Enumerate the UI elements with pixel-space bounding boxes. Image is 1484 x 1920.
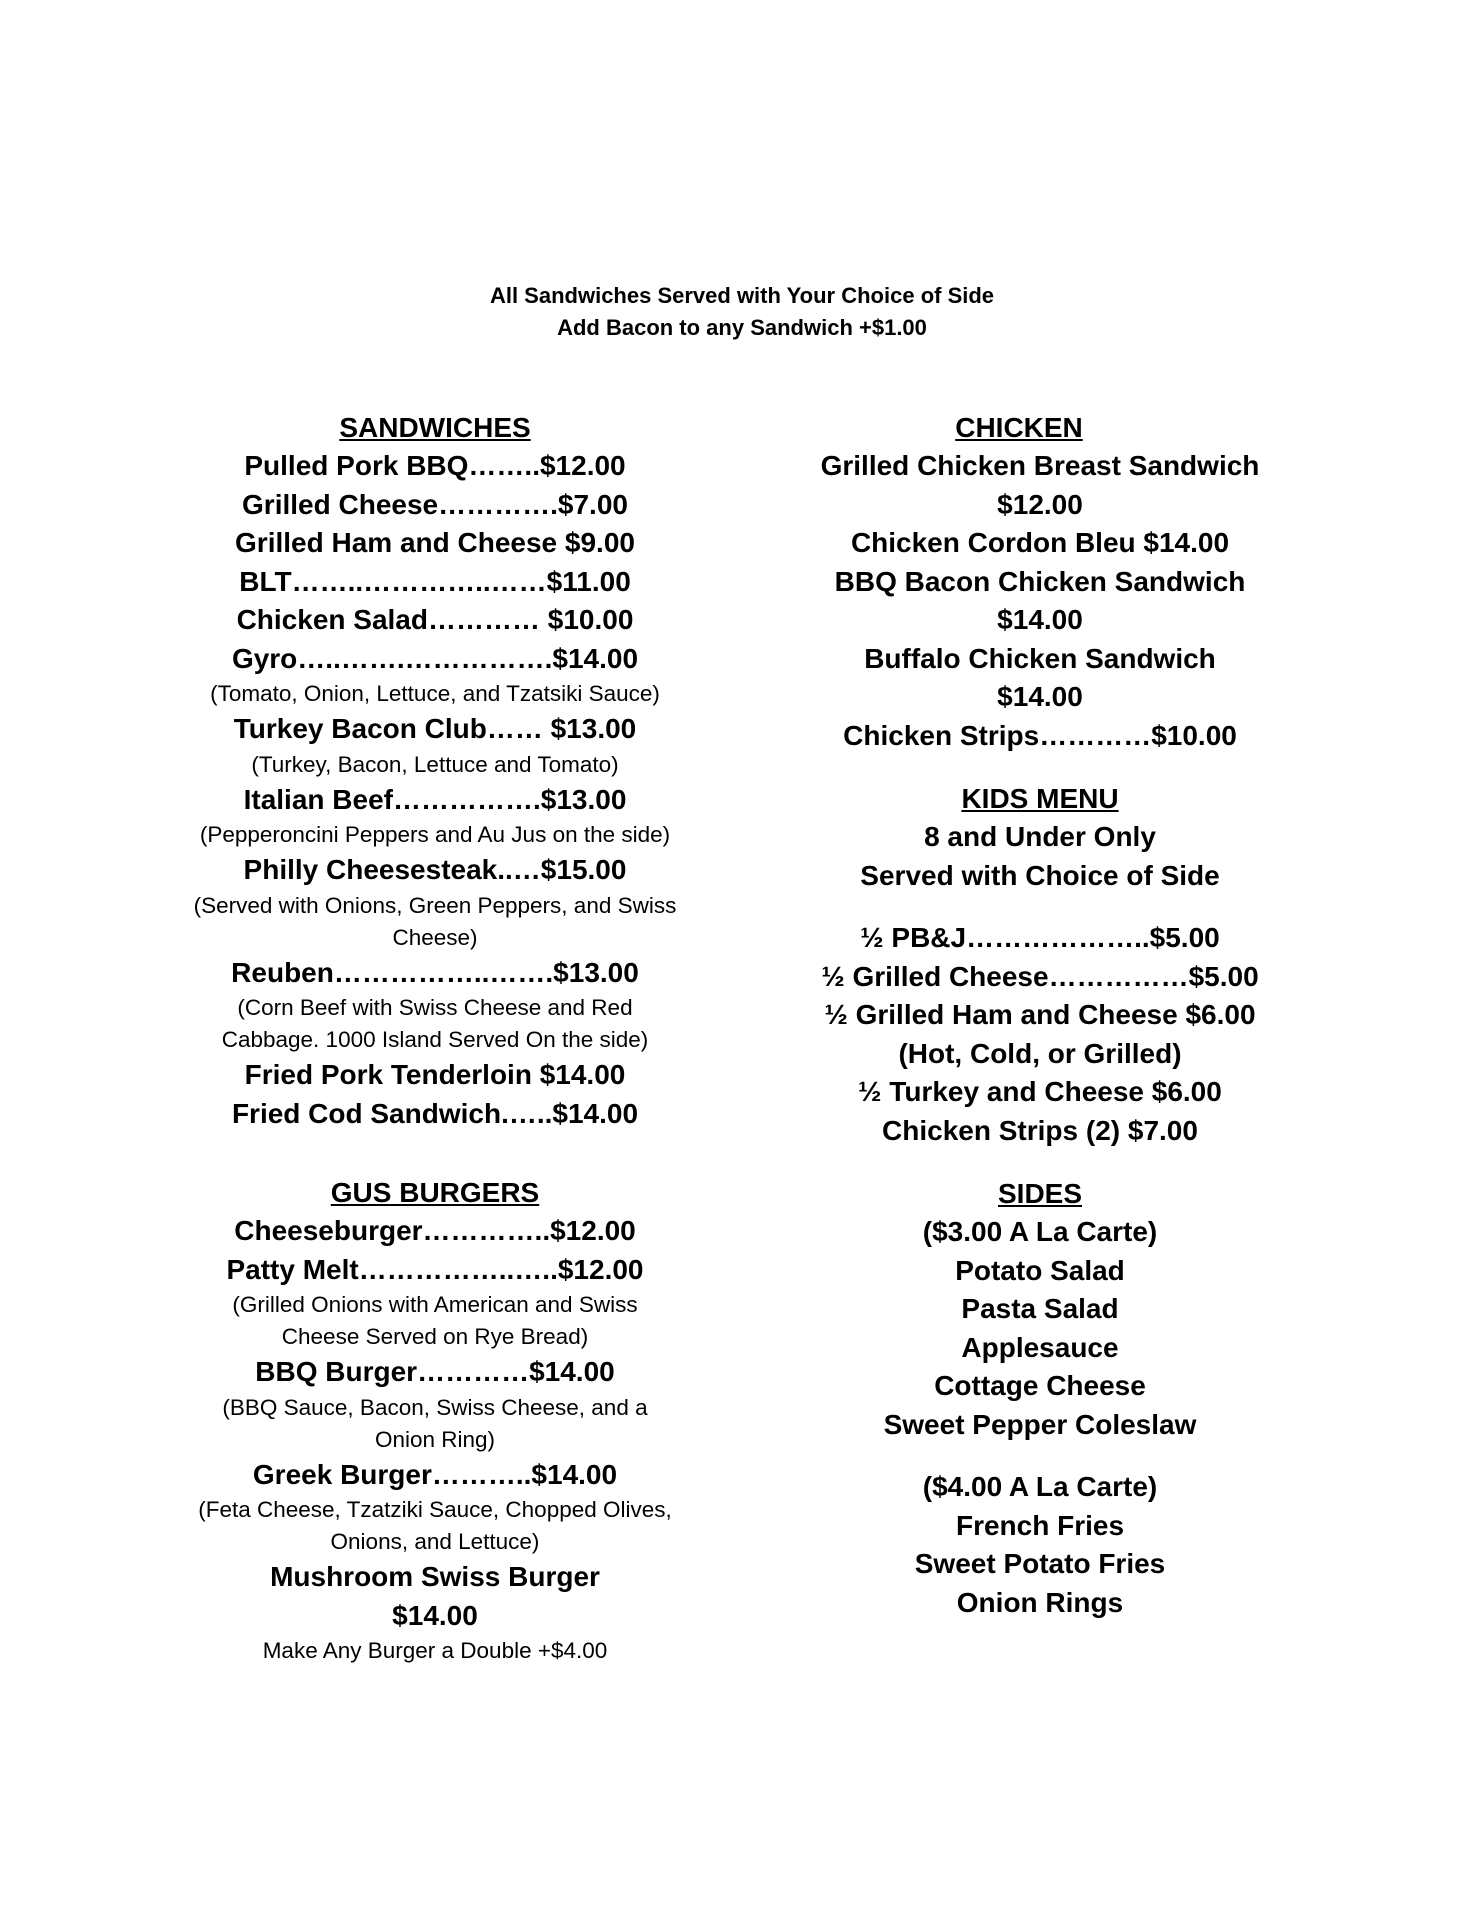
- menu-item-chicken-strips: Chicken Strips…………$10.00: [843, 719, 1237, 751]
- side-item-applesauce: Applesauce: [961, 1331, 1119, 1363]
- menu-item-buffalo-chicken: Buffalo Chicken Sandwich: [864, 642, 1216, 674]
- menu-item-greek-burger: Greek Burger………..$14.00: [252, 1458, 618, 1490]
- menu-item-gyro: Gyro…..…….…………….$14.00: [231, 642, 639, 674]
- menu-item-reuben: Reuben……………..…….$13.00: [231, 956, 639, 988]
- menu-item-fried-cod: Fried Cod Sandwich.…..$14.00: [231, 1097, 639, 1129]
- side-item-onion-rings: Onion Rings: [956, 1586, 1124, 1618]
- menu-note-turkey-bacon-club: (Turkey, Bacon, Lettuce and Tomato): [251, 751, 619, 777]
- kids-item-grilled-cheese: ½ Grilled Cheese……………$5.00: [821, 960, 1259, 992]
- sandwiches-title: SANDWICHES: [339, 412, 531, 443]
- header-bacon-note: Add Bacon to any Sandwich +$1.00: [557, 315, 927, 340]
- burgers-title: GUS BURGERS: [330, 1177, 540, 1208]
- menu-note-gyro: (Tomato, Onion, Lettuce, and Tzatsiki Sauce): [210, 681, 660, 706]
- side-item-sweet-potato-fries: Sweet Potato Fries: [914, 1548, 1166, 1579]
- right-column: [780, 408, 1300, 1622]
- menu-note-reuben-1: (Corn Beef with Swiss Cheese and Red: [237, 995, 633, 1020]
- kids-item-grilled-ham-cheese: ½ Grilled Ham and Cheese $6.00: [824, 999, 1256, 1030]
- side-item-pasta-salad: Pasta Salad: [961, 1293, 1119, 1324]
- kids-menu-side-note: Served with Choice of Side: [860, 859, 1220, 891]
- menu-item-fried-pork: Fried Pork Tenderloin $14.00: [244, 1059, 626, 1090]
- menu-note-double-burger: Make Any Burger a Double +$4.00: [262, 1638, 608, 1663]
- menu-item-mushroom-swiss-name: Mushroom Swiss Burger: [270, 1561, 600, 1592]
- kids-item-pbj: ½ PB&J………………..$5.00: [860, 922, 1220, 953]
- menu-note-greek-burger-2: Onions, and Lettuce): [330, 1529, 540, 1554]
- sides-price-3: ($3.00 A La Carte): [922, 1216, 1158, 1247]
- menu-item-grilled-chicken-breast-price: $12.00: [997, 488, 1083, 520]
- menu-item-grilled-ham-cheese: Grilled Ham and Cheese $9.00: [235, 527, 635, 558]
- header-side-note: All Sandwiches Served with Your Choice of Side: [489, 283, 995, 308]
- kids-menu-title: KIDS MENU: [961, 783, 1119, 814]
- menu-item-mushroom-swiss-price: $14.00: [392, 1599, 478, 1631]
- menu-note-italian-beef: (Pepperoncini Peppers and Au Jus on the side): [199, 822, 671, 847]
- side-item-french-fries: French Fries: [955, 1509, 1125, 1541]
- menu-note-patty-melt-1: (Grilled Onions with American and Swiss: [232, 1292, 638, 1317]
- menu-header: [0, 280, 1484, 344]
- menu-item-pulled-pork: Pulled Pork BBQ……..$12.00: [244, 450, 626, 481]
- menu-note-philly-2: Cheese): [392, 924, 478, 950]
- sides-price-4: ($4.00 A La Carte): [922, 1471, 1158, 1502]
- menu-item-grilled-chicken-breast: Grilled Chicken Breast Sandwich: [820, 450, 1260, 481]
- menu-item-blt: BLT……..…………..……$11.00: [239, 565, 631, 597]
- kids-item-chicken-strips: Chicken Strips (2) $7.00: [882, 1114, 1198, 1146]
- section-spacer: [780, 755, 1300, 779]
- menu-item-grilled-cheese: Grilled Cheese………….$7.00: [242, 488, 628, 520]
- menu-item-patty-melt: Patty Melt……………..…..$12.00: [226, 1253, 644, 1285]
- section-spacer: [780, 895, 1300, 919]
- section-spacer: [780, 1150, 1300, 1174]
- side-item-cottage-cheese: Cottage Cheese: [934, 1370, 1146, 1401]
- side-item-coleslaw: Sweet Pepper Coleslaw: [883, 1408, 1197, 1440]
- section-spacer: [780, 1444, 1300, 1468]
- menu-note-bbq-burger-2: Onion Ring): [374, 1426, 496, 1452]
- menu-note-reuben-2: Cabbage. 1000 Island Served On the side): [221, 1027, 649, 1052]
- menu-note-patty-melt-2: Cheese Served on Rye Bread): [281, 1324, 589, 1349]
- kids-item-ham-cheese-style: (Hot, Cold, or Grilled): [898, 1037, 1182, 1069]
- kids-menu-age-note: 8 and Under Only: [924, 821, 1156, 852]
- menu-item-bbq-bacon-chicken-price: $14.00: [997, 604, 1083, 635]
- kids-item-turkey-cheese: ½ Turkey and Cheese $6.00: [858, 1076, 1222, 1107]
- section-spacer: [160, 1133, 710, 1173]
- menu-note-greek-burger-1: (Feta Cheese, Tzatziki Sauce, Chopped Olives,: [198, 1497, 672, 1522]
- menu-item-cordon-bleu: Chicken Cordon Bleu $14.00: [850, 527, 1230, 558]
- menu-item-philly: Philly Cheesesteak..…$15.00: [243, 854, 627, 885]
- sides-title: SIDES: [997, 1178, 1083, 1209]
- menu-item-cheeseburger: Cheeseburger…………..$12.00: [234, 1215, 636, 1246]
- left-column: [160, 408, 710, 1667]
- menu-item-italian-beef: Italian Beef…………….$13.00: [243, 783, 627, 815]
- side-item-potato-salad: Potato Salad: [955, 1254, 1125, 1286]
- menu-item-turkey-bacon-club: Turkey Bacon Club…… $13.00: [233, 713, 637, 744]
- menu-item-buffalo-chicken-price: $14.00: [997, 681, 1083, 712]
- menu-item-chicken-salad: Chicken Salad………… $10.00: [236, 604, 634, 635]
- menu-note-philly-1: (Served with Onions, Green Peppers, and Swiss: [193, 892, 677, 918]
- menu-note-bbq-burger-1: (BBQ Sauce, Bacon, Swiss Cheese, and a: [222, 1394, 648, 1420]
- chicken-title: CHICKEN: [955, 412, 1083, 443]
- menu-item-bbq-bacon-chicken: BBQ Bacon Chicken Sandwich: [834, 565, 1246, 597]
- menu-item-bbq-burger: BBQ Burger…………$14.00: [255, 1356, 615, 1387]
